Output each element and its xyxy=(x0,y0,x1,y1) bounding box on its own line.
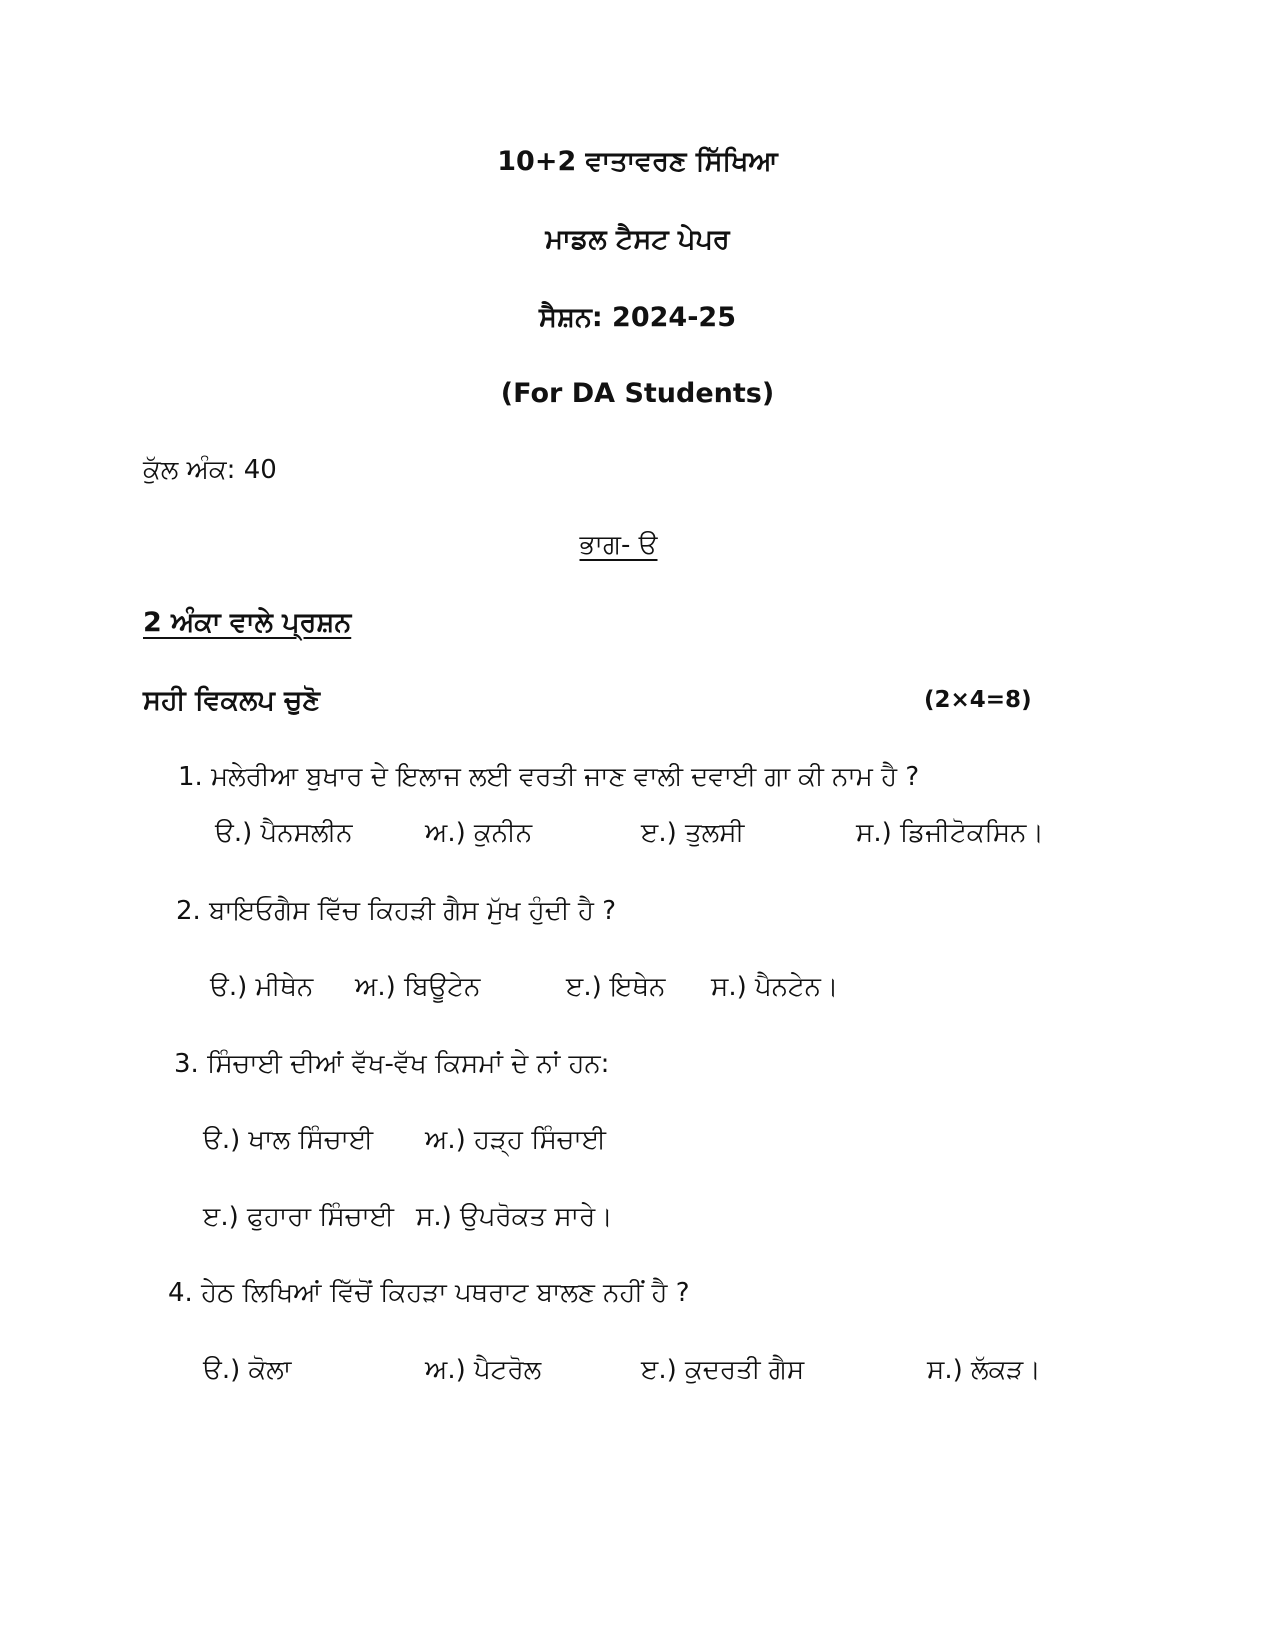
paper-type-title: ਮਾਡਲ ਟੈਸਟ ਪੇਪਰ xyxy=(545,224,730,255)
question-1-option-b: ਅ.) ਕੁਨੀਨ xyxy=(425,818,533,848)
section-title: ਭਾਗ- ੳ xyxy=(579,530,658,560)
question-2-option-c: ੲ.) ਇਥੇਨ xyxy=(566,972,666,1002)
question-3-text: 3. ਸਿੰਚਾਈ ਦੀਆਂ ਵੱਖ-ਵੱਖ ਕਿਸਮਾਂ ਦੇ ਨਾਂ ਹਨ: xyxy=(174,1049,610,1079)
question-1-option-c: ੲ.) ਤੁਲਸੀ xyxy=(641,818,745,848)
section-heading-wrap xyxy=(0,530,1275,561)
question-1-option-d: ਸ.) ਡਿਜੀਟੋਕਸਿਨ। xyxy=(856,818,1044,848)
question-1-text: 1. ਮਲੇਰੀਆ ਬੁਖਾਰ ਦੇ ਇਲਾਜ ਲਈ ਵਰਤੀ ਜਾਣ ਵਾਲੀ ਦਵਾਈ ਗਾ ਕੀ ਨਾਮ ਹੈ ? xyxy=(178,762,920,792)
question-3-option-c: ੲ.) ਫੁਹਾਰਾ ਸਿੰਚਾਈ xyxy=(203,1202,394,1232)
question-2-option-d: ਸ.) ਪੈਨਟੇਨ। xyxy=(711,972,839,1002)
question-3-option-b: ਅ.) ਹੜ੍ਹ ਸਿੰਚਾਈ xyxy=(425,1125,606,1155)
session-title: ਸੈਸ਼ਨ: 2024-25 xyxy=(539,302,736,333)
question-4-text: 4. ਹੇਠ ਲਿਖਿਆਂ ਵਿੱਚੋਂ ਕਿਹੜਾ ਪਥਰਾਟ ਬਾਲਣ ਨਹੀਂ ਹੈ ? xyxy=(168,1278,690,1308)
question-2-option-a: ੳ.) ਮੀਥੇਨ xyxy=(210,972,314,1002)
question-type-heading: 2 ਅੰਕਾ ਵਾਲੇ ਪ੍ਰਸ਼ਨ xyxy=(143,607,352,638)
question-2-option-b: ਅ.) ਬਿਊਟੇਨ xyxy=(355,972,481,1002)
question-4-option-d: ਸ.) ਲੱਕੜ। xyxy=(927,1355,1041,1385)
audience-title: (For DA Students) xyxy=(500,378,775,409)
instruction-text: ਸਹੀ ਵਿਕਲਪ ਚੁਣੋ xyxy=(143,685,320,716)
question-4-option-a: ੳ.) ਕੋਲਾ xyxy=(203,1355,292,1385)
question-3-option-a: ੳ.) ਖਾਲ ਸਿੰਚਾਈ xyxy=(203,1125,374,1155)
question-2-text: 2. ਬਾਇਓਗੈਸ ਵਿੱਚ ਕਿਹੜੀ ਗੈਸ ਮੁੱਖ ਹੁੰਦੀ ਹੈ ? xyxy=(176,896,617,926)
question-1-option-a: ੳ.) ਪੈਨਸਲੀਨ xyxy=(215,818,353,848)
question-4-option-b: ਅ.) ਪੈਟਰੋਲ xyxy=(425,1355,542,1385)
marks-formula: (2×4=8) xyxy=(924,687,1032,713)
question-3-option-d: ਸ.) ਉਪਰੋਕਤ ਸਾਰੇ। xyxy=(416,1202,613,1232)
paper-subject-title: 10+2 ਵਾਤਾਵਰਣ ਸਿੱਖਿਆ xyxy=(497,146,778,177)
question-4-option-c: ੲ.) ਕੁਦਰਤੀ ਗੈਸ xyxy=(641,1355,805,1385)
total-marks: ਕੁੱਲ ਅੰਕ: 40 xyxy=(143,455,277,485)
